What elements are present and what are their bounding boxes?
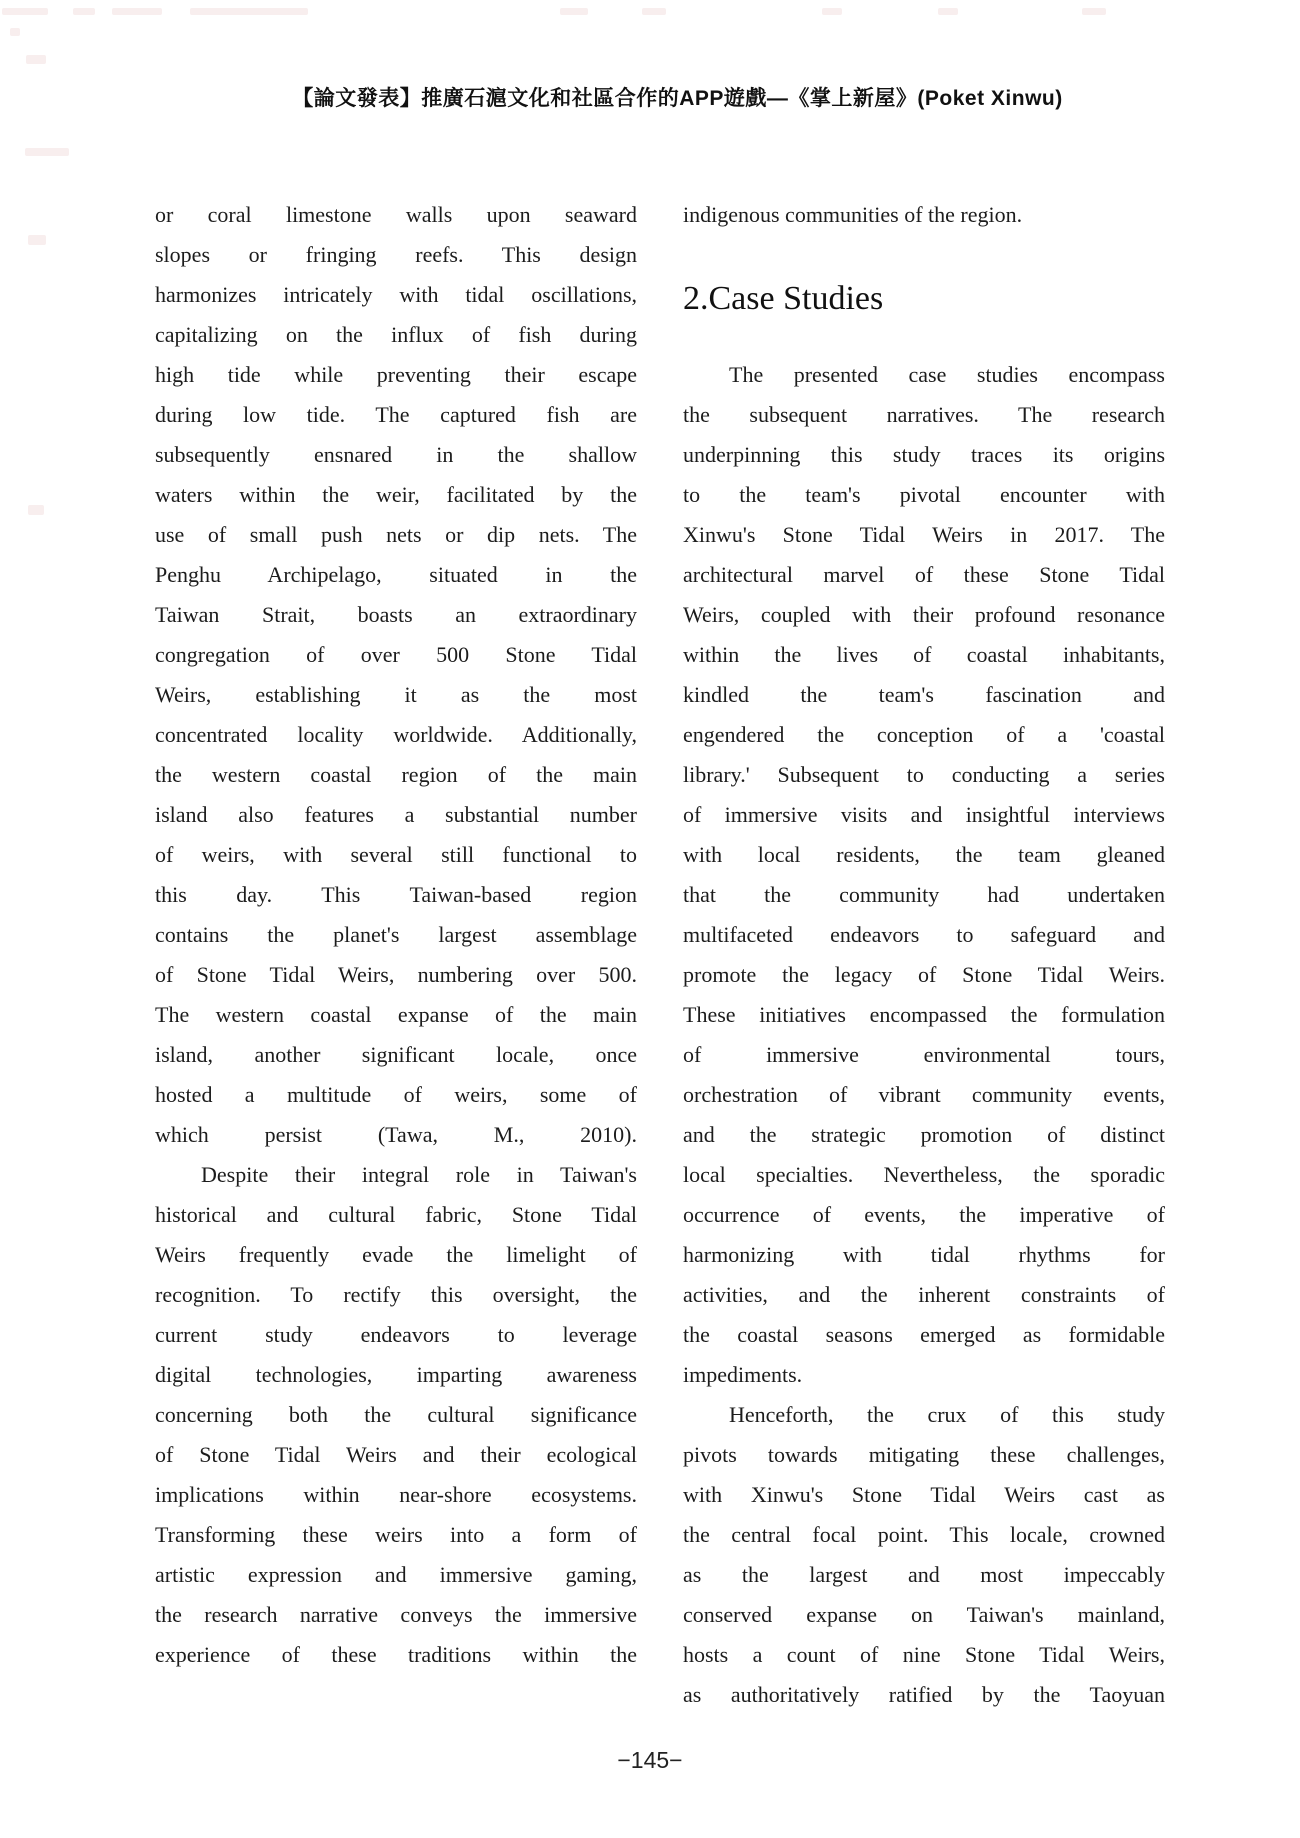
text-line: waters within the weir, facilitated by the [155,482,637,507]
page-number [0,1747,1300,1774]
scan-artifact [938,8,958,15]
text-line: high tide while preventing their escape [155,362,637,387]
text-line: engendered the conception of a 'coastal [683,722,1165,747]
text-line: Despite their integral role in Taiwan's [201,1162,637,1187]
paragraph [683,1395,1165,1715]
text-line: the central focal point. This locale, crowned [683,1522,1165,1547]
text-line: hosts a count of nine Stone Tidal Weirs, [683,1642,1165,1667]
scan-artifact [560,8,588,15]
text-line: island, another significant locale, once [155,1042,637,1067]
text-line: of Stone Tidal Weirs and their ecological [155,1442,637,1467]
text-line: or coral limestone walls upon seaward [155,202,637,227]
text-line: to the team's pivotal encounter with [683,482,1165,507]
text-line: concerning both the cultural significance [155,1402,637,1427]
text-line: of weirs, with several still functional to [155,842,637,867]
paragraph [155,1155,637,1675]
text-line: impediments. [683,1362,803,1387]
text-line: hosted a multitude of weirs, some of [155,1082,637,1107]
text-line: during low tide. The captured fish are [155,402,637,427]
text-line: Weirs, establishing it as the most [155,682,637,707]
text-line: Xinwu's Stone Tidal Weirs in 2017. The [683,522,1165,547]
text-line: of Stone Tidal Weirs, numbering over 500. [155,962,637,987]
text-line: multifaceted endeavors to safeguard and [683,922,1165,947]
running-head-title: 【論文發表】推廣石滬文化和社區合作的APP遊戲—《掌上新屋》(Poket Xinwu) [292,87,1063,110]
text-line: library.' Subsequent to conducting a series [683,762,1165,787]
scan-artifact [28,505,44,515]
text-line: of immersive environmental tours, [683,1042,1165,1067]
text-line: with local residents, the team gleaned [683,842,1165,867]
page-number-text: −145− [617,1747,683,1773]
text-line: digital technologies, imparting awareness [155,1362,637,1387]
scan-artifact [822,8,842,15]
text-line: current study endeavors to leverage [155,1322,637,1347]
text-line: activities, and the inherent constraints of [683,1282,1165,1307]
text-line: slopes or fringing reefs. This design [155,242,637,267]
text-line: recognition. To rectify this oversight, the [155,1282,637,1307]
text-line: which persist (Tawa, M., 2010). [155,1122,637,1147]
text-line: orchestration of vibrant community events, [683,1082,1165,1107]
text-line: implications within near-shore ecosystems. [155,1482,637,1507]
text-line: kindled the team's fascination and [683,682,1165,707]
text-line: Penghu Archipelago, situated in the [155,562,637,587]
text-line: Weirs, coupled with their profound resonance [683,602,1165,627]
text-line: within the lives of coastal inhabitants, [683,642,1165,667]
text-line: and the strategic promotion of distinct [683,1122,1165,1147]
scan-artifact [1082,8,1106,15]
paragraph [155,195,637,1155]
text-line: historical and cultural fabric, Stone Tidal [155,1202,637,1227]
page-body [155,195,1165,1715]
column-left [155,195,637,1715]
scan-artifact [190,8,308,15]
text-line: pivots towards mitigating these challenges, [683,1442,1165,1467]
text-line: as authoritatively ratified by the Taoyuan [683,1682,1165,1707]
text-line: architectural marvel of these Stone Tidal [683,562,1165,587]
scan-artifact [73,8,95,15]
text-line: The presented case studies encompass [729,362,1165,387]
scan-artifact [642,8,666,15]
text-line: Taiwan Strait, boasts an extraordinary [155,602,637,627]
paragraph [683,195,1165,235]
scan-artifact [10,28,20,36]
text-line: harmonizing with tidal rhythms for [683,1242,1165,1267]
text-line: this day. This Taiwan-based region [155,882,637,907]
text-line: as the largest and most impeccably [683,1562,1165,1587]
text-line: island also features a substantial number [155,802,637,827]
text-line: underpinning this study traces its origins [683,442,1165,467]
text-line: artistic expression and immersive gaming, [155,1562,637,1587]
text-line: conserved expanse on Taiwan's mainland, [683,1602,1165,1627]
text-line: concentrated locality worldwide. Additionally, [155,722,637,747]
text-line: occurrence of events, the imperative of [683,1202,1165,1227]
text-line: of immersive visits and insightful interviews [683,802,1165,827]
scan-artifact [25,148,69,156]
text-line: with Xinwu's Stone Tidal Weirs cast as [683,1482,1165,1507]
text-line: the research narrative conveys the immersive [155,1602,637,1627]
scan-artifact [26,55,46,64]
scan-artifact [2,8,48,15]
text-line: Henceforth, the crux of this study [729,1402,1165,1427]
text-line: congregation of over 500 Stone Tidal [155,642,637,667]
text-line: the western coastal region of the main [155,762,637,787]
text-line: contains the planet's largest assemblage [155,922,637,947]
text-line: local specialties. Nevertheless, the sporadic [683,1162,1165,1187]
text-line: promote the legacy of Stone Tidal Weirs. [683,962,1165,987]
text-line: Transforming these weirs into a form of [155,1522,637,1547]
paragraph [683,355,1165,1395]
text-line: subsequently ensnared in the shallow [155,442,637,467]
running-head [0,82,1300,112]
scan-artifact [28,235,46,245]
text-line: harmonizes intricately with tidal oscillations, [155,282,637,307]
text-line: the subsequent narratives. The research [683,402,1165,427]
text-line: the coastal seasons emerged as formidable [683,1322,1165,1347]
text-line: These initiatives encompassed the formulation [683,1002,1165,1027]
text-line: capitalizing on the influx of fish during [155,322,637,347]
text-line: indigenous communities of the region. [683,202,1023,227]
section-heading: 2.Case Studies [683,280,884,317]
text-line: use of small push nets or dip nets. The [155,522,637,547]
text-line: The western coastal expanse of the main [155,1002,637,1027]
column-right [683,195,1165,1715]
scan-artifact [112,8,162,15]
text-line: that the community had undertaken [683,882,1165,907]
text-line: experience of these traditions within the [155,1642,637,1667]
text-line: Weirs frequently evade the limelight of [155,1242,637,1267]
